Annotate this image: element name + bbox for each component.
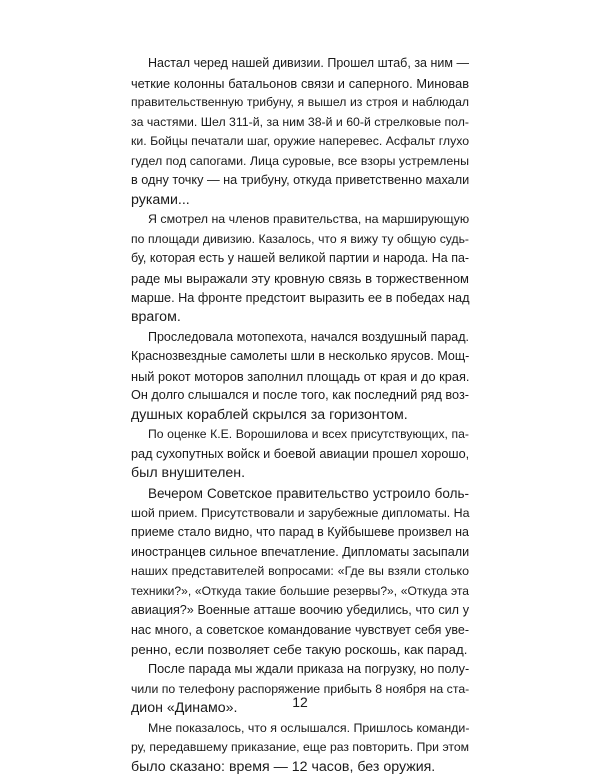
text-line: нас много, а советское командование чувствует себя уве- [131,622,469,637]
text-line: Я смотрел на членов правительства, на марширующую [148,212,470,227]
text-line: дион «Динамо». [131,700,238,717]
text-line: Проследовала мотопехота, начался воздушный парад. [148,329,469,344]
text-line: После парада мы ждали приказа на погрузку, но полу- [148,661,470,676]
text-line: марше. На фронте предстоит выразить ее в победах над [131,290,470,305]
text-line: техники?», «Откуда такие большие резервы?», «Откуда эта [131,583,469,598]
text-line: гудел под сапогами. Лица суровые, все взоры устремлены [131,153,469,168]
body-text [131,54,469,777]
text-line: рад сухопутных войск и боевой авиации прошел хорошо, [131,446,470,461]
text-line: ный рокот моторов заполнил площадь от края и до края. [131,368,470,384]
text-line: по площади дивизию. Казалось, что я вижу ту общую судь- [131,231,469,246]
text-line: чили по телефону распоряжение прибыть 8 ноября на ста- [131,681,470,696]
paragraph [131,484,469,660]
page-number: 12 [292,694,308,710]
text-line: приеме стало видно, что парад в Куйбышеве произвел на [131,525,469,540]
text-line: правительственную трибуну, я вышел из строя и наблюдал [131,95,469,110]
text-line: Настал черед нашей дивизии. Прошел штаб, за ним — [148,56,469,70]
text-line: иностранцев сильное впечатление. Дипломаты засыпали [131,544,470,559]
text-line: душных кораблей скрылся за горизонтом. [131,406,408,423]
text-line: наших представителей вопросами: «Где вы взяли столько [131,564,469,579]
text-line: шой прием. Присутствовали и зарубежные дипломаты. На [131,505,470,520]
text-line: бу, которая есть у нашей великой партии и народа. На па- [131,251,470,266]
text-line: Мне показалось, что я ослышался. Пришлось команди- [148,720,470,735]
text-line: раде мы выражали эту кровную связь в торжественном [131,271,469,287]
paragraph [131,425,469,484]
text-line: четкие колонны батальонов связи и саперного. Миновав [131,75,469,91]
paragraph [131,54,469,210]
text-line: Вечером Советское правительство устроило боль- [148,486,469,502]
text-line: был внушителен. [131,465,246,482]
text-line: авиация?» Военные атташе воочию убедились, что сил у [131,603,469,618]
text-line: было сказано: время — 12 часов, без оружия. [131,758,436,775]
text-line: Краснозвездные самолеты шли в несколько ярусов. Мощ- [131,349,470,364]
text-line: По оценке К.Е. Ворошилова и всех присутствующих, па- [148,427,469,442]
text-line: ру, передавшему приказание, еще раз повторить. При этом [131,740,469,755]
text-line: ренно, если позволяет себе такую роскошь, как парад. [131,642,468,658]
paragraph [131,328,469,426]
text-line: в одну точку — на трибуну, откуда приветственно махали [131,173,470,188]
text-line: за частями. Шел 311-й, за ним 38-й и 60-й стрелковые пол- [131,114,469,129]
text-line: врагом. [131,309,181,326]
paragraph [131,210,469,327]
paragraph [131,719,469,777]
text-line: Он долго слышался и после того, как последний ряд воз- [131,388,469,403]
text-line: ки. Бойцы печатали шаг, оружие наперевес. Асфальт глухо [131,134,470,149]
text-line: руками... [131,191,190,208]
